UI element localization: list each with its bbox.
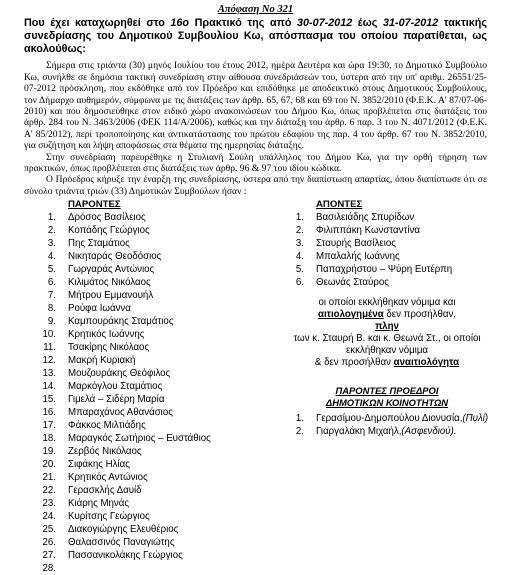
member-number: 27.	[42, 550, 56, 562]
present-member-row	[24, 367, 274, 380]
absent-except: πλην	[375, 321, 399, 333]
member-number: 22.	[42, 485, 56, 497]
member-name: Σταυρής Βασίλειος	[316, 238, 396, 250]
member-number: 10.	[42, 329, 56, 341]
member-number: 5.	[47, 264, 56, 276]
member-number: 3.	[47, 238, 56, 250]
absent-member-row	[282, 237, 492, 250]
absent-justified: αιτιολογημένα	[318, 309, 384, 321]
member-number: 28.	[42, 563, 56, 575]
member-name: Κυρίτσης Γεώργιος	[68, 511, 150, 523]
member-number: 3.	[295, 238, 304, 250]
present-title: ΠΑΡΟΝΤΕΣ	[68, 199, 121, 211]
present-member-row	[24, 458, 274, 471]
member-name: Φιλιππάκη Κωνσταντίνα	[316, 225, 420, 237]
member-name: Φάκκος Μιλτιάδης	[68, 420, 146, 432]
heading-text-3: έως	[352, 17, 383, 30]
present-member-row	[24, 315, 274, 328]
member-name: Μαραγκός Σωτήριος – Ευστάθιος	[68, 433, 211, 445]
member-name: Διακογιώργης Ελευθέριος	[68, 524, 179, 536]
present-list	[24, 198, 274, 575]
member-number: 21.	[42, 472, 56, 484]
member-name: Θεωνάς Σταύρος	[316, 277, 389, 289]
present-member-row	[24, 536, 274, 549]
member-number: 25.	[42, 524, 56, 536]
member-name: Γωργαράς Αντώνιος	[68, 264, 155, 276]
heading-text-1: Που έχει καταχωρηθεί στο	[24, 17, 171, 30]
present-member-row	[24, 393, 274, 406]
heading-text-2: Πρακτικό της από	[189, 17, 298, 30]
member-name: Ζερβός Νικόλαος	[68, 446, 142, 458]
member-number: 1.	[295, 212, 304, 224]
member-name: Μουζουράκης Θεόφιλος	[68, 368, 171, 380]
member-name: Κιλιμάτος Νικόλαος	[68, 277, 151, 289]
absent-member-row	[282, 276, 492, 289]
present-member-row	[24, 510, 274, 523]
member-name: Μπαραχάνος Αθανάσιος	[68, 407, 173, 419]
date-from: 30-07-2012	[297, 17, 353, 30]
present-member-row	[24, 549, 274, 562]
president-name: Γιαργαλάκη Μιχαήλ,	[316, 426, 402, 438]
president-row	[282, 425, 492, 438]
member-number: 15.	[42, 394, 56, 406]
present-member-row	[24, 445, 274, 458]
president-name: Γερασίμου-Δημοπούλου Διονυσία,	[316, 413, 463, 425]
member-number: 16.	[42, 407, 56, 419]
present-member-row	[24, 419, 274, 432]
paragraph-quorum: Ο Πρόεδρος κήρυξε την έναρξη της συνεδρίασης, ύστερα από την διαπίστωση απαρτίας, όπου διαπίστωσε ότι σε σύνολο τριάντα τριών (33) Δημοτικών Συμβούλων ήσαν :	[24, 174, 487, 197]
member-name: Κρητικός Αντώνιος	[68, 472, 148, 484]
member-name: Νικηταράς Θεοδόσιος	[68, 251, 162, 263]
absent-note: οι οποίοι εκκλήθηκαν νόμιμα και αιτιολογημένα δεν προσήλθαν, πλην των κ. Σταυρή Β. και κ. Θεωνά Στ., οι οποίοι εκκλήθηκαν νόμιμα & δεν προσήλθαν αναιτιολόγητα	[293, 297, 481, 369]
member-number: 5.	[295, 264, 304, 276]
member-number: 8.	[47, 303, 56, 315]
member-number: 9.	[47, 316, 56, 328]
member-name: Πης Σταμάτιος	[68, 238, 130, 250]
present-member-row	[24, 250, 274, 263]
member-name: Κιάρης Μηνάς	[68, 498, 130, 510]
member-number: 18.	[42, 433, 56, 445]
member-name: Κρητικός Ιωάννης	[68, 329, 145, 341]
member-name: Μαρκόγλου Σταμάτιος	[68, 381, 163, 393]
member-name: Γερασκλής Δαυίδ	[68, 485, 142, 497]
member-number: 7.	[47, 290, 56, 302]
present-member-row	[24, 432, 274, 445]
member-number: 4.	[47, 251, 56, 263]
present-member-row	[24, 276, 274, 289]
present-member-row	[24, 484, 274, 497]
member-number: 24.	[42, 511, 56, 523]
member-number: 14.	[42, 381, 56, 393]
member-number: 20.	[42, 459, 56, 471]
present-member-row	[24, 328, 274, 341]
present-member-row	[24, 289, 274, 302]
member-number: 23.	[42, 498, 56, 510]
member-number: 6.	[295, 277, 304, 289]
member-number: 26.	[42, 537, 56, 549]
member-name: Γιμελά – Σιδέρη Μαρία	[68, 394, 165, 406]
member-name: Ρούφα Ιωάννα	[68, 303, 131, 315]
member-number: 2.	[295, 225, 304, 237]
minutes-heading	[24, 17, 487, 56]
present-member-row	[24, 224, 274, 237]
member-number: 12.	[42, 355, 56, 367]
paragraph-secretary: Στην συνεδρίαση παρευρέθηκε η Στυλιανή Σούλη υπάλληλος του Δήμου Κω, για την ορθή τήρηση των πρακτικών, όπως προβλέπεται στις διατάξεις των άρθρ. 96 & 97 του ιδίου κώδικα.	[24, 151, 487, 175]
present-member-row	[24, 341, 274, 354]
member-name: Πασσανικολάκης Γεώργιος	[68, 550, 183, 562]
present-member-row	[24, 354, 274, 367]
absent-list	[282, 198, 492, 438]
president-number: 2.	[295, 426, 304, 438]
present-member-row	[24, 523, 274, 536]
member-number: 4.	[295, 251, 304, 263]
minutes-number: 16ο	[170, 17, 190, 30]
member-number: 17.	[42, 420, 56, 432]
president-community: (Πυλί)	[462, 413, 489, 425]
present-member-row	[24, 237, 274, 250]
president-community: (Ασφενδιού).	[401, 426, 457, 438]
date-to: 31-07-2012	[382, 17, 439, 30]
absent-member-row	[282, 211, 492, 224]
member-name: Δρόσος Βασίλειος	[68, 212, 146, 224]
member-name: Σιφάκης Ηλίας	[68, 459, 130, 471]
member-name: Μήτρου Εμμανουήλ	[68, 290, 154, 302]
absent-title: ΑΠΟΝΤΕΣ	[316, 199, 363, 211]
present-member-row	[24, 380, 274, 393]
heading-text-4: τακτικής συνεδρίασης του Δημοτικού Συμβουλίου Κω, απόσπασμα του οποίου παρατίθεται, ως ακολούθως:	[24, 17, 488, 56]
member-name: Βασιλειάδης Σπυρίδων	[316, 212, 415, 224]
document-body	[24, 60, 487, 197]
present-member-row	[24, 471, 274, 484]
member-number: 13.	[42, 368, 56, 380]
member-number: 19.	[42, 446, 56, 458]
present-member-row	[24, 406, 274, 419]
paragraph-convening: Σήμερα στις τριάντα (30) μηνός Ιουλίου του έτους 2012, ημέρα Δευτέρα και ώρα 19:30, το Δημοτικό Συμβούλιο Κω, συνήλθε σε δημόσια τακτική συνεδρίαση στην αίθουσα συνεδριάσεών του, ύστερα από την υπ' αριθμ. 26551/25-07-2012 πρόσκληση, που εκδόθηκε από τον Πρόεδρο και επιδόθηκε με αποδεικτικό στους Δημοτικούς Συμβούλους, τον Δήμαρχο αυθημερόν, σύμφωνα με τις διατάξεις των άρθρ. 65, 67, 68 και 69 του Ν. 3852/2010 (Φ.Ε.Κ. Α' 87/07-06-2010) και που δημοσιεύθηκε στον ειδικό χώρο ανακοινώσεων του Δήμου Κω, όπως προβλέπεται στις διατάξεις του άρθρ. 284 του Ν. 3463/2006 (ΦΕΚ 114/Α/2006), καθώς και την διάταξη του άρθρ. 6 παρ. 3 του Ν. 4071/2012 (Φ.Ε.Κ. Α' 85/2012), περί τροποποίησης και αντικατάστασης του πρώτου εδαφίου της παρ. 4 του άρθρ. 67 του Ν. 3852/2010, για συζήτηση και λήψη αποφάσεως στα θέματα της ημερησίας διάταξης.	[24, 60, 487, 152]
absent-member-row	[282, 263, 492, 276]
president-row	[282, 412, 492, 425]
absent-member-row	[282, 250, 492, 263]
member-number: 11.	[43, 342, 56, 354]
absent-member-row	[282, 224, 492, 237]
member-number: 6.	[47, 277, 56, 289]
decision-title: Απόφαση Νο 321	[217, 4, 294, 15]
present-member-row	[24, 562, 274, 575]
member-name: Τσακίρης Νικόλαος	[68, 342, 150, 354]
member-number: 2.	[47, 225, 56, 237]
member-name: Κοπάδης Γεώργιος	[68, 225, 150, 237]
present-member-row	[24, 211, 274, 224]
member-name: Μπαλαλής Ιωάννης	[316, 251, 400, 263]
president-number: 1.	[295, 413, 304, 425]
member-name: Θαλασσινός Παναγιώτης	[68, 537, 175, 549]
member-name: Παπαχρήστου – Ψύρη Ευτέρπη	[316, 264, 453, 276]
present-member-row	[24, 497, 274, 510]
member-name: Μακρή Κυριακή	[68, 355, 136, 367]
absent-unjustified: αναιτιολόγητα	[393, 357, 460, 369]
member-number: 1.	[47, 212, 56, 224]
present-member-row	[24, 263, 274, 276]
member-name: Καμπουράκης Σταμάτιος	[68, 316, 174, 328]
presidents-title: ΠΑΡΟΝΤΕΣ ΠΡΟΕΔΡΟΙ ΔΗΜΟΤΙΚΩΝ ΚΟΙΝΟΤΗΤΩΝ	[325, 385, 449, 409]
present-member-row	[24, 302, 274, 315]
